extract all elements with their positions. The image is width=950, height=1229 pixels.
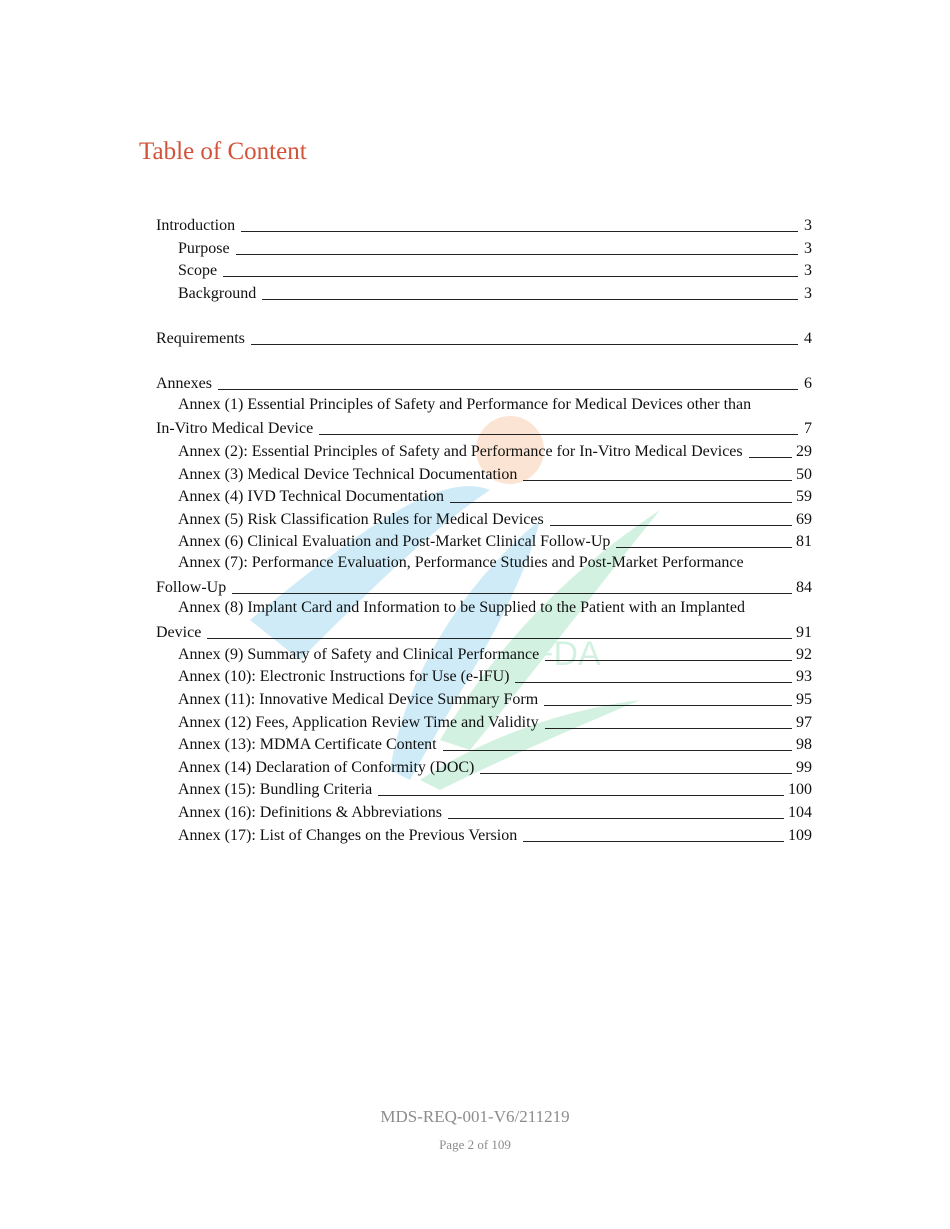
toc-entry[interactable]	[156, 801, 812, 823]
page-title: Table of Content	[139, 138, 307, 165]
toc-entry[interactable]	[156, 733, 812, 755]
toc-leader-line	[450, 502, 792, 503]
toc-entry[interactable]	[156, 237, 812, 259]
toc-page-number: 91	[796, 624, 812, 641]
toc-entry[interactable]	[156, 417, 812, 439]
toc-entry[interactable]	[156, 756, 812, 778]
toc-entry-line1: Annex (8) Implant Card and Information to be Supplied to the Patient with an Implanted	[178, 599, 745, 616]
toc-entry-label: Annex (4) IVD Technical Documentation	[178, 488, 445, 505]
toc-entry-label: Requirements	[156, 330, 245, 347]
toc-entry-label: Annex (11): Innovative Medical Device Summary Form	[178, 691, 539, 708]
toc-page-number: 59	[796, 488, 812, 505]
toc-leader-line	[515, 682, 792, 683]
toc-page-number: 69	[796, 511, 812, 528]
toc-entry-label: In-Vitro Medical Device	[156, 420, 314, 437]
toc-page-number: 6	[804, 375, 812, 392]
toc-entry[interactable]	[156, 576, 812, 598]
toc-entry[interactable]	[156, 214, 812, 236]
toc-entry[interactable]	[156, 508, 812, 530]
toc-page-number: 3	[804, 217, 812, 234]
toc-entry-label: Annex (9) Summary of Safety and Clinical Performance	[178, 646, 540, 663]
toc-leader-line	[236, 254, 798, 255]
toc-leader-line	[262, 299, 798, 300]
toc-page-number: 29	[796, 443, 812, 460]
toc-leader-line	[448, 818, 784, 819]
toc-entry-label: Introduction	[156, 217, 236, 234]
toc-entry-label: Scope	[178, 262, 218, 279]
toc-entry-label: Follow-Up	[156, 579, 227, 596]
toc-leader-line	[378, 795, 784, 796]
toc-entry-label: Annex (16): Definitions & Abbreviations	[178, 804, 442, 821]
toc-entry-label: Annex (3) Medical Device Technical Documentation	[178, 466, 518, 483]
toc-page-number: 109	[788, 827, 812, 844]
toc-page-number: 3	[804, 240, 812, 257]
toc-page-number: 92	[796, 646, 812, 663]
toc-entry[interactable]	[156, 463, 812, 485]
page-number: Page 2 of 109	[439, 1137, 511, 1152]
toc-leader-line	[480, 773, 792, 774]
toc-leader-line	[749, 457, 792, 458]
toc-entry-label: Annex (13): MDMA Certificate Content	[178, 736, 437, 753]
toc-page-number: 7	[804, 420, 812, 437]
toc-page-number: 50	[796, 466, 812, 483]
document-code: MDS-REQ-001-V6/211219	[380, 1107, 570, 1126]
toc-entry[interactable]	[156, 778, 812, 800]
toc-entry-line1: Annex (1) Essential Principles of Safety and Performance for Medical Devices other than	[178, 396, 752, 413]
toc-entry-line1: Annex (7): Performance Evaluation, Performance Studies and Post-Market Performance	[178, 554, 744, 571]
toc-entry[interactable]	[156, 327, 812, 349]
toc-entry-label: Annex (14) Declaration of Conformity (DOC)	[178, 759, 475, 776]
toc-entry-label: Purpose	[178, 240, 230, 257]
toc-leader-line	[241, 231, 798, 232]
toc-page-number: 84	[796, 579, 812, 596]
toc-page-number: 93	[796, 668, 812, 685]
toc-page-number: 98	[796, 736, 812, 753]
toc-page-number: 3	[804, 262, 812, 279]
toc-entry-label: Background	[178, 285, 257, 302]
toc-page-number: 97	[796, 714, 812, 731]
toc-entry-label: Annexes	[156, 375, 212, 392]
toc-page-number: 81	[796, 533, 812, 550]
toc-entry[interactable]	[156, 372, 812, 394]
toc-entry[interactable]	[156, 688, 812, 710]
toc-page-number: 95	[796, 691, 812, 708]
toc-leader-line	[545, 660, 792, 661]
toc-page-number: 4	[804, 330, 812, 347]
toc-page-number: 100	[788, 781, 812, 798]
toc-page-number: 3	[804, 285, 812, 302]
toc-leader-line	[218, 389, 798, 390]
toc-entry[interactable]	[156, 643, 812, 665]
toc-leader-line	[523, 480, 792, 481]
toc-entry[interactable]	[156, 282, 812, 304]
toc-leader-line	[207, 638, 792, 639]
toc-page-number: 99	[796, 759, 812, 776]
toc-entry-label: Annex (5) Risk Classification Rules for Medical Devices	[178, 511, 544, 528]
toc-entry[interactable]	[156, 440, 812, 462]
toc-entry[interactable]	[156, 485, 812, 507]
toc-leader-line	[443, 750, 792, 751]
toc-leader-line	[523, 841, 784, 842]
toc-leader-line	[251, 344, 798, 345]
toc-leader-line	[319, 434, 798, 435]
toc-entry[interactable]	[156, 824, 812, 846]
toc-entry[interactable]	[156, 530, 812, 552]
toc-leader-line	[232, 593, 792, 594]
toc-entry-label: Annex (15): Bundling Criteria	[178, 781, 373, 798]
toc-entry-label: Annex (12) Fees, Application Review Time and Validity	[178, 714, 539, 731]
toc-entry-label: Annex (6) Clinical Evaluation and Post-Market Clinical Follow-Up	[178, 533, 611, 550]
toc-entry-label: Annex (10): Electronic Instructions for Use (e-IFU)	[178, 668, 510, 685]
toc-entry[interactable]	[156, 665, 812, 687]
toc-leader-line	[616, 547, 792, 548]
toc-entry-label: Annex (2): Essential Principles of Safety and Performance for In-Vitro Medical Devices	[178, 443, 743, 460]
toc-leader-line	[545, 728, 792, 729]
toc-leader-line	[223, 276, 798, 277]
toc-entry-label: Annex (17): List of Changes on the Previous Version	[178, 827, 518, 844]
toc-page-number: 104	[788, 804, 812, 821]
svg-text:SFDA: SFDA	[510, 635, 601, 673]
toc-leader-line	[544, 705, 792, 706]
toc-entry[interactable]	[156, 711, 812, 733]
toc-entry[interactable]	[156, 621, 812, 643]
toc-entry-label: Device	[156, 624, 202, 641]
toc-entry[interactable]	[156, 259, 812, 281]
toc-leader-line	[550, 525, 792, 526]
